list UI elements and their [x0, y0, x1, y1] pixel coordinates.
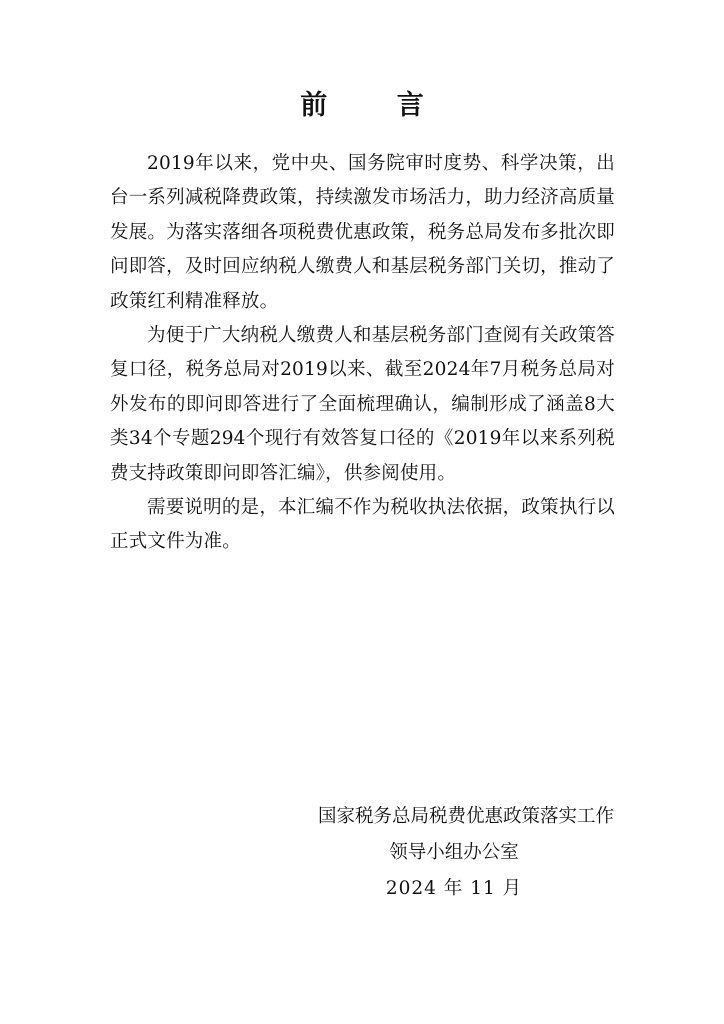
paragraph-compilation: 为便于广大纳税人缴费人和基层税务部门查阅有关政策答复口径，税务总局对2019以来、截至2024年7月税务总局对外发布的即问即答进行了全面梳理确认，编制形成了涵盖8大类34个专题294个现行有效答复口径的《2019年以来系列税费支持政策即问即答汇编》，供参阅使用。 — [110, 325, 615, 484]
document-body — [110, 147, 615, 560]
signature-org-line2: 领导小组办公室 — [389, 842, 519, 863]
page-title: 前 言 — [300, 90, 454, 121]
paragraph-disclaimer: 需要说明的是，本汇编不作为税收执法依据，政策执行以正式文件为准。 — [110, 497, 615, 553]
signature-block — [294, 799, 614, 907]
paragraph-intro: 2019年以来，党中央、国务院审时度势、科学决策，出台一系列减税降费政策，持续激发市场活力，助力经济高质量发展。为落实落细各项税费优惠政策，税务总局发布多批次即问即答，及时回应纳税人缴费人和基层税务部门关切，推动了政策红利精准释放。 — [110, 153, 615, 312]
signature-date: 2024 年 11 月 — [385, 878, 523, 899]
signature-org-line1: 国家税务总局税费优惠政策落实工作 — [317, 806, 614, 827]
